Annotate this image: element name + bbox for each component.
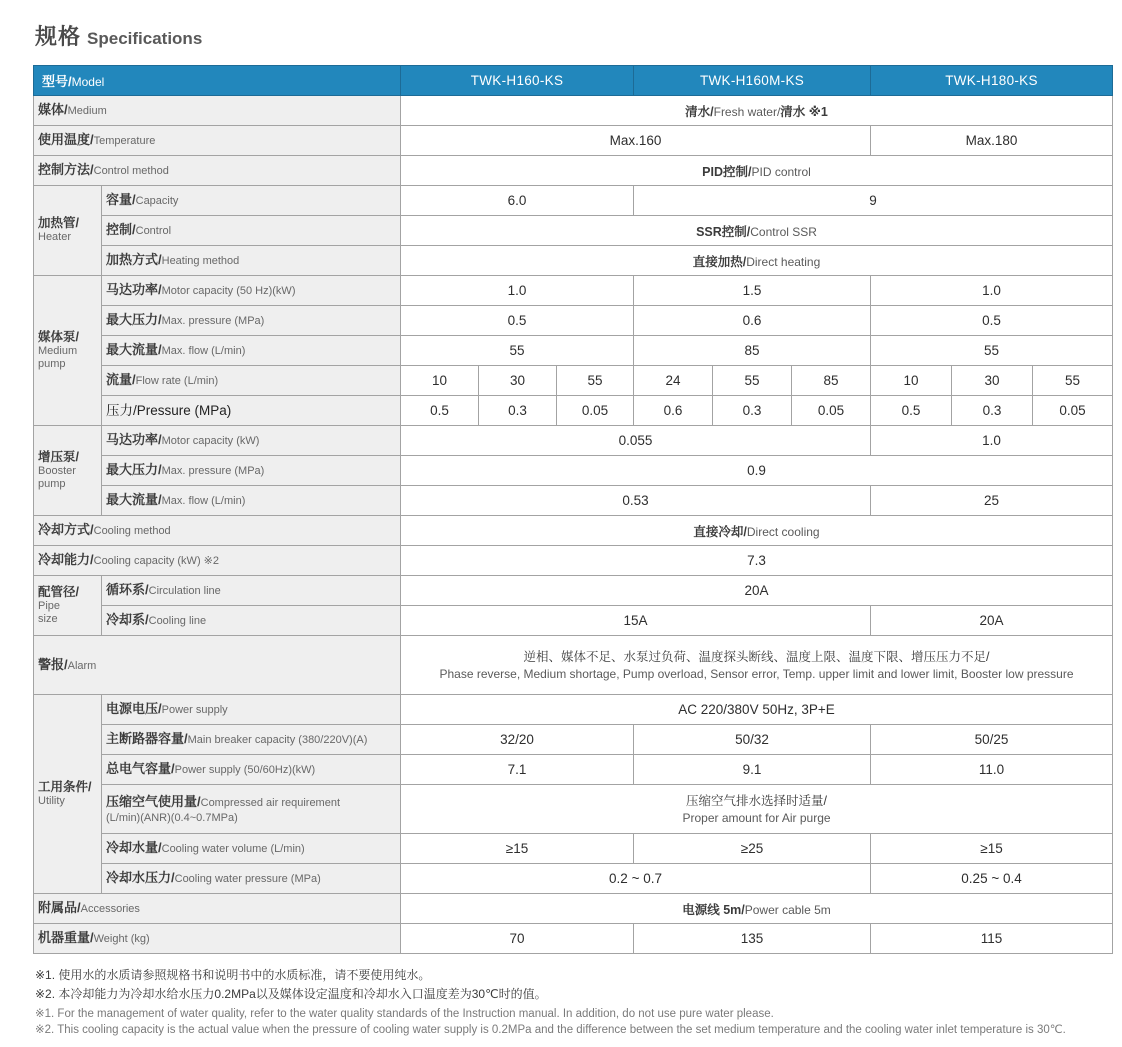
row-label-en: Control method — [93, 165, 169, 178]
row-label-en: Accessories — [80, 903, 140, 916]
spec-row-total-power — [34, 755, 1113, 785]
row-label-booster-max-flow — [102, 486, 401, 516]
value-cell-pump-flow-rate-8: 30 — [952, 366, 1033, 396]
spec-row-pump-motor — [34, 276, 1113, 306]
value-cell-pump-pressure-1: 0.5 — [401, 396, 479, 426]
value-cell-booster-motor-2: 1.0 — [871, 426, 1113, 456]
row-label-en: Motor capacity (50 Hz)(kW) — [161, 285, 296, 298]
value-cell-pump-flow-rate-9: 55 — [1033, 366, 1113, 396]
spec-row-accessories — [34, 894, 1113, 924]
value-seg: 直接加热/ — [692, 254, 747, 269]
value-cell-pump-pressure-4: 0.6 — [634, 396, 713, 426]
value-seg: SSR控制/ — [696, 224, 751, 239]
spec-row-heater-capacity — [34, 186, 1113, 216]
row-label-power-supply — [102, 695, 401, 725]
row-label-zh: 控制/ — [106, 222, 136, 238]
row-label-en: Cooling water volume (L/min) — [161, 843, 305, 856]
value-cell-pump-pressure-8: 0.3 — [952, 396, 1033, 426]
value-cell-booster-motor-1: 0.055 — [401, 426, 871, 456]
spec-row-booster-max-flow — [34, 486, 1113, 516]
row-label-pump-motor — [102, 276, 401, 306]
value-cell-pump-pressure-6: 0.05 — [792, 396, 871, 426]
footnote-en-2: ※2. This cooling capacity is the actual value when the pressure of cooling water supply is 0.2MPa and the difference between the set medium temperature and the cooling water inlet temperature is 30℃. — [35, 1024, 1066, 1037]
row-label-heater-control — [102, 216, 401, 246]
row-label-zh: 控制方法/ — [38, 162, 94, 178]
group-label-booster-motor — [34, 426, 102, 516]
spec-row-heating-method — [34, 246, 1113, 276]
spec-row-booster-max-pressure — [34, 456, 1113, 486]
value-cell-temperature-2: Max.180 — [871, 126, 1113, 156]
footnote-en-1: ※1. For the management of water quality, refer to the water quality standards of the Instruction manual. In addition, do not use pure water please. — [35, 1008, 774, 1021]
row-label-en: Cooling capacity (kW) ※2 — [93, 555, 219, 568]
value-seg: 清水/ — [685, 104, 714, 119]
table-header-row — [34, 66, 1113, 96]
spec-row-heater-control — [34, 216, 1113, 246]
group-label-en: Booster — [38, 464, 76, 477]
value-cell-compressed-air-1 — [401, 785, 1113, 834]
value-line-en: Phase reverse, Medium shortage, Pump overload, Sensor error, Temp. upper limit and lower limit, Booster low pressure — [439, 666, 1074, 681]
row-label-pump-max-pressure — [102, 306, 401, 336]
value-cell-pump-motor-2: 1.5 — [634, 276, 871, 306]
value-cell-main-breaker-1: 32/20 — [401, 725, 634, 755]
value-cell-weight-2: 135 — [634, 924, 871, 954]
value-cell-heater-capacity-2: 9 — [634, 186, 1113, 216]
value-cell-pump-pressure-2: 0.3 — [479, 396, 557, 426]
row-label-zh: 马达功率/ — [106, 432, 162, 448]
value-seg: Control SSR — [750, 224, 817, 239]
row-label-compressed-air — [102, 785, 401, 834]
title-en: Specifications — [87, 29, 203, 48]
value-cell-booster-max-pressure-1: 0.9 — [401, 456, 1113, 486]
model-column-header — [34, 66, 401, 96]
row-label-zh: 媒体/ — [38, 102, 68, 118]
value-cell-cooling-line-1: 15A — [401, 606, 871, 636]
row-label-temperature — [34, 126, 401, 156]
footnote-zh-2: ※2. 本冷却能力为冷却水给水压力0.2MPa以及媒体设定温度和冷却水入口温度差为30℃时的值。 — [35, 986, 547, 1001]
value-cell-heater-control-1 — [401, 216, 1113, 246]
footnotes — [35, 966, 1112, 1038]
row-label-control-method — [34, 156, 401, 186]
row-label-en: Motor capacity (kW) — [161, 435, 260, 448]
value-cell-pump-pressure-5: 0.3 — [713, 396, 792, 426]
row-label-zh: 容量/ — [106, 192, 136, 208]
value-cell-booster-max-flow-2: 25 — [871, 486, 1113, 516]
row-label-weight — [34, 924, 401, 954]
row-label-zh: 马达功率/ — [106, 282, 162, 298]
value-cell-cooling-water-pressure-2: 0.25 ~ 0.4 — [871, 864, 1113, 894]
row-label-zh: 总电气容量/ — [106, 761, 175, 777]
spec-row-pump-max-pressure — [34, 306, 1113, 336]
spec-row-weight — [34, 924, 1113, 954]
value-seg: Direct heating — [746, 254, 821, 269]
row-label-booster-max-pressure — [102, 456, 401, 486]
group-label-zh: 工用条件/ — [38, 779, 92, 794]
group-label-power-supply — [34, 695, 102, 894]
value-cell-pump-flow-rate-4: 24 — [634, 366, 713, 396]
spec-row-medium — [34, 96, 1113, 126]
value-cell-booster-max-flow-1: 0.53 — [401, 486, 871, 516]
value-cell-cooling-water-volume-2: ≥25 — [634, 834, 871, 864]
value-cell-pump-max-pressure-3: 0.5 — [871, 306, 1113, 336]
value-cell-cooling-line-2: 20A — [871, 606, 1113, 636]
row-label-zh: 循环系/ — [106, 582, 149, 598]
row-label-en: Max. flow (L/min) — [161, 495, 246, 508]
row-label-en: Main breaker capacity (380/220V)(A) — [187, 734, 368, 747]
spec-row-control-method — [34, 156, 1113, 186]
row-label-zh: 使用温度/ — [38, 132, 94, 148]
row-label-en: Cooling line — [148, 615, 207, 628]
spec-row-main-breaker — [34, 725, 1113, 755]
spec-row-cooling-capacity — [34, 546, 1113, 576]
row-label-zh: 最大流量/ — [106, 492, 162, 508]
spec-row-pump-pressure — [34, 396, 1113, 426]
row-label-main-breaker — [102, 725, 401, 755]
value-cell-cooling-water-volume-1: ≥15 — [401, 834, 634, 864]
title-zh: 规格 — [35, 24, 82, 49]
row-label-en: Alarm — [67, 659, 97, 672]
value-cell-pump-max-flow-3: 55 — [871, 336, 1113, 366]
row-label-accessories — [34, 894, 401, 924]
value-cell-total-power-3: 11.0 — [871, 755, 1113, 785]
value-cell-total-power-1: 7.1 — [401, 755, 634, 785]
row-label-en2: (L/min)(ANR)(0.4~0.7MPa) — [106, 811, 238, 824]
model-name-3: TWK-H180-KS — [871, 66, 1113, 96]
group-label-en: size — [38, 613, 58, 625]
spec-row-power-supply — [34, 695, 1113, 725]
value-cell-pump-pressure-7: 0.5 — [871, 396, 952, 426]
row-label-cooling-line — [102, 606, 401, 636]
group-label-heater-capacity — [34, 186, 102, 276]
spec-row-booster-motor — [34, 426, 1113, 456]
group-label-pump-motor — [34, 276, 102, 426]
value-seg: PID控制/ — [702, 164, 752, 179]
value-cell-accessories-1 — [401, 894, 1113, 924]
row-label-en: Medium — [67, 105, 107, 118]
value-cell-cooling-method-1 — [401, 516, 1113, 546]
value-cell-cooling-capacity-1: 7.3 — [401, 546, 1113, 576]
value-cell-main-breaker-2: 50/32 — [634, 725, 871, 755]
spec-row-cooling-method — [34, 516, 1113, 546]
row-label-heating-method — [102, 246, 401, 276]
value-seg: PID control — [751, 164, 811, 179]
value-cell-pump-flow-rate-7: 10 — [871, 366, 952, 396]
value-cell-pump-flow-rate-6: 85 — [792, 366, 871, 396]
row-label-zh: 流量/ — [106, 372, 136, 388]
row-label-en: Compressed air requirement — [200, 797, 341, 810]
row-label-zh: 最大压力/ — [106, 462, 162, 478]
value-seg: Direct cooling — [746, 524, 820, 539]
row-label-zh: 警报/ — [38, 656, 68, 672]
row-label-zh: 冷却能力/ — [38, 552, 94, 568]
model-name-2: TWK-H160M-KS — [634, 66, 871, 96]
value-cell-alarm-1 — [401, 636, 1113, 695]
row-label-circulation-line — [102, 576, 401, 606]
value-cell-power-supply-1: AC 220/380V 50Hz, 3P+E — [401, 695, 1113, 725]
value-cell-pump-max-pressure-1: 0.5 — [401, 306, 634, 336]
row-label-zh: 电源电压/ — [106, 701, 162, 717]
group-label-zh: 加热管/ — [38, 216, 79, 231]
value-cell-heating-method-1 — [401, 246, 1113, 276]
value-seg: 清水 ※1 — [780, 104, 828, 119]
row-label-pump-max-flow — [102, 336, 401, 366]
value-cell-pump-motor-1: 1.0 — [401, 276, 634, 306]
value-cell-weight-3: 115 — [871, 924, 1113, 954]
value-cell-circulation-line-1: 20A — [401, 576, 1113, 606]
group-label-zh: 增压泵/ — [38, 449, 79, 464]
row-label-alarm — [34, 636, 401, 695]
value-seg: Power cable 5m — [744, 902, 831, 917]
row-label-en: Max. pressure (MPa) — [161, 315, 265, 328]
row-label-zh: 加热方式/ — [106, 252, 162, 268]
row-label-cooling-capacity — [34, 546, 401, 576]
row-label-zh: 最大流量/ — [106, 342, 162, 358]
footnote-zh-1: ※1. 使用水的水质请参照规格书和说明书中的水质标准，请不要使用纯水。 — [35, 968, 431, 982]
value-seg: 直接冷却/ — [693, 524, 747, 539]
row-label-zh: 冷却水量/ — [106, 840, 162, 856]
value-cell-medium-1 — [401, 96, 1113, 126]
value-cell-pump-flow-rate-2: 30 — [479, 366, 557, 396]
row-label-zh: 附属品/ — [38, 900, 81, 916]
value-cell-pump-pressure-9: 0.05 — [1033, 396, 1113, 426]
spec-row-pump-max-flow — [34, 336, 1113, 366]
group-label-en: Medium — [38, 344, 78, 357]
row-label-en: Temperature — [93, 135, 156, 148]
row-label-zh: 最大压力/ — [106, 312, 162, 328]
value-cell-pump-flow-rate-1: 10 — [401, 366, 479, 396]
value-line-zh: 压缩空气排水选择时适量/ — [686, 793, 827, 808]
row-label-zh: 冷却方式/ — [38, 522, 94, 538]
value-cell-pump-flow-rate-5: 55 — [713, 366, 792, 396]
row-label-zh: 主断路器容量/ — [106, 731, 188, 747]
row-label-en: Cooling water pressure (MPa) — [174, 873, 321, 886]
value-cell-pump-pressure-3: 0.05 — [557, 396, 634, 426]
row-label-en: Heating method — [161, 255, 240, 268]
row-label-total-power — [102, 755, 401, 785]
row-label-zh: 压缩空气使用量/ — [106, 794, 201, 810]
row-label-en: Power supply (50/60Hz)(kW) — [174, 764, 316, 777]
value-seg: Fresh water/ — [713, 104, 781, 119]
group-label-zh: 配管径/ — [38, 584, 79, 599]
value-cell-heater-capacity-1: 6.0 — [401, 186, 634, 216]
row-label-medium — [34, 96, 401, 126]
spec-row-circulation-line — [34, 576, 1113, 606]
row-label-cooling-water-pressure — [102, 864, 401, 894]
row-label-en: Max. flow (L/min) — [161, 345, 246, 358]
row-label-zh: 机器重量/ — [38, 930, 94, 946]
value-line-en: Proper amount for Air purge — [682, 810, 831, 825]
row-label-en: Capacity — [135, 195, 179, 208]
page-title — [35, 20, 1112, 51]
spec-row-alarm — [34, 636, 1113, 695]
group-label-en: Utility — [38, 794, 65, 807]
value-cell-cooling-water-pressure-1: 0.2 ~ 0.7 — [401, 864, 871, 894]
row-label-pump-pressure: 压力/Pressure (MPa) — [102, 396, 401, 426]
row-label-cooling-method — [34, 516, 401, 546]
row-label-booster-motor — [102, 426, 401, 456]
value-cell-total-power-2: 9.1 — [634, 755, 871, 785]
value-cell-cooling-water-volume-3: ≥15 — [871, 834, 1113, 864]
value-cell-pump-max-pressure-2: 0.6 — [634, 306, 871, 336]
group-label-en: pump — [38, 478, 66, 490]
row-label-en: Control — [135, 225, 172, 238]
spec-row-cooling-line — [34, 606, 1113, 636]
value-cell-pump-max-flow-1: 55 — [401, 336, 634, 366]
model-header-en: Model — [71, 74, 105, 89]
row-label-en: Cooling method — [93, 525, 171, 538]
specifications-table — [33, 65, 1113, 954]
value-cell-weight-1: 70 — [401, 924, 634, 954]
value-line-zh: 逆相、媒体不足、水泵过负荷、温度探头断线、温度上限、温度下限、增压压力不足/ — [523, 649, 990, 664]
row-label-en: Power supply — [161, 704, 228, 717]
spec-row-pump-flow-rate — [34, 366, 1113, 396]
group-label-zh: 媒体泵/ — [38, 329, 79, 344]
row-label-en: Weight (kg) — [93, 933, 150, 946]
spec-row-cooling-water-volume — [34, 834, 1113, 864]
spec-row-compressed-air — [34, 785, 1113, 834]
value-seg: 电源线 5m/ — [682, 902, 745, 917]
row-label-pump-flow-rate — [102, 366, 401, 396]
model-name-1: TWK-H160-KS — [401, 66, 634, 96]
spec-row-cooling-water-pressure — [34, 864, 1113, 894]
row-label-zh: 冷却系/ — [106, 612, 149, 628]
group-label-en: Heater — [38, 231, 72, 244]
group-label-circulation-line — [34, 576, 102, 636]
value-cell-pump-max-flow-2: 85 — [634, 336, 871, 366]
group-label-en: Pipe — [38, 599, 61, 612]
model-header-zh: 型号/ — [42, 73, 72, 89]
spec-row-temperature — [34, 126, 1113, 156]
row-label-en: Circulation line — [148, 585, 221, 598]
value-cell-control-method-1 — [401, 156, 1113, 186]
row-label-en: Flow rate (L/min) — [135, 375, 219, 388]
row-label-zh: 冷却水压力/ — [106, 870, 175, 886]
group-label-en: pump — [38, 358, 66, 370]
value-cell-pump-motor-3: 1.0 — [871, 276, 1113, 306]
row-label-en: Max. pressure (MPa) — [161, 465, 265, 478]
value-cell-main-breaker-3: 50/25 — [871, 725, 1113, 755]
row-label-heater-capacity — [102, 186, 401, 216]
value-cell-pump-flow-rate-3: 55 — [557, 366, 634, 396]
row-label-cooling-water-volume — [102, 834, 401, 864]
value-cell-temperature-1: Max.160 — [401, 126, 871, 156]
